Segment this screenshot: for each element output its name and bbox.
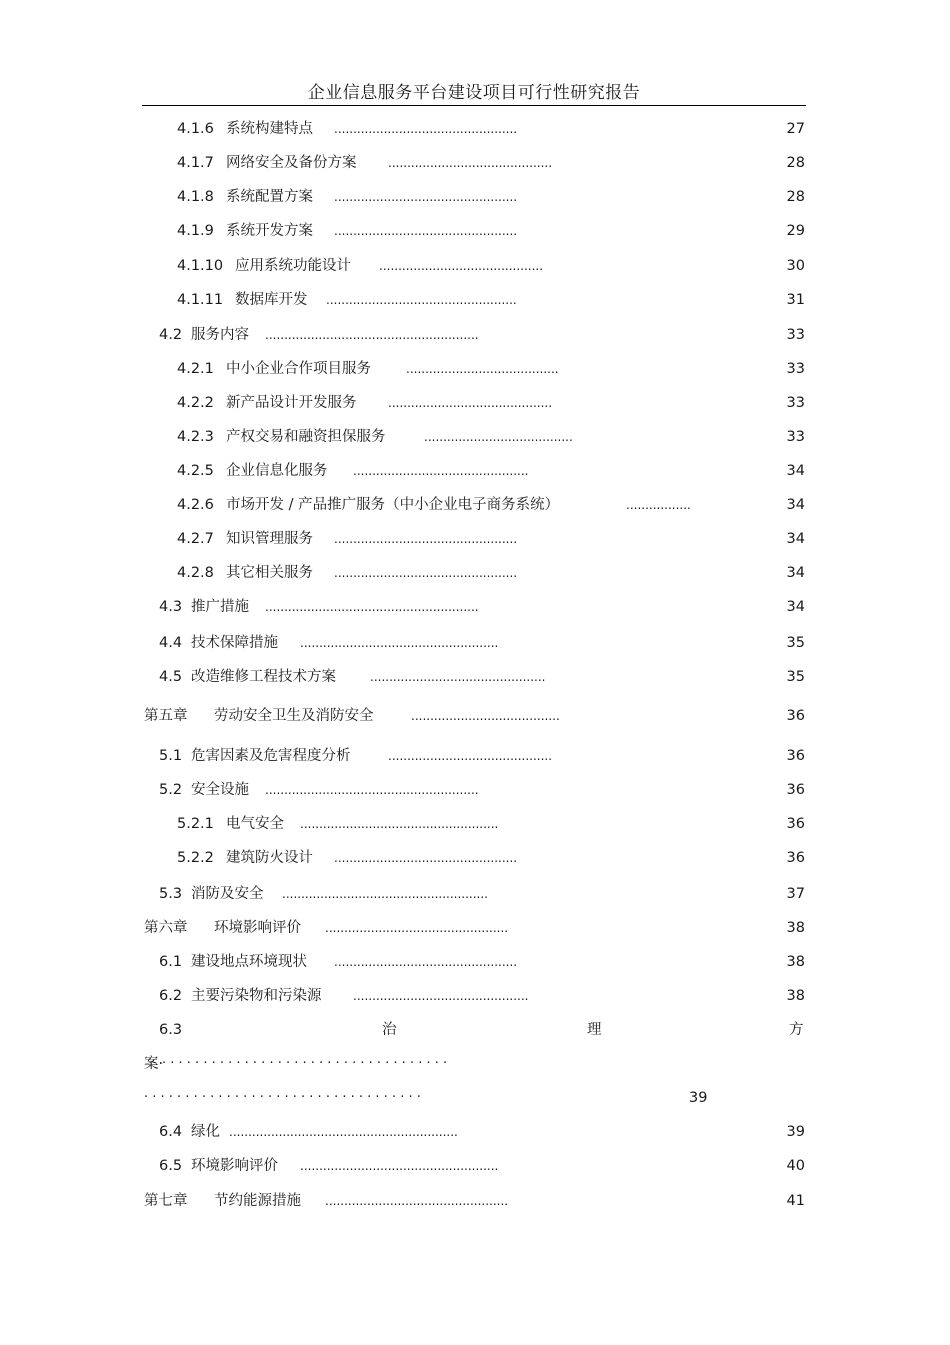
toc-entry[interactable] [0, 666, 950, 688]
toc-page-number: 38 [786, 920, 805, 936]
toc-leader-dots: ........................................... [379, 259, 544, 273]
toc-page-number: 34 [786, 599, 805, 615]
toc-page-number: 31 [786, 292, 805, 308]
toc-page-number: 35 [786, 635, 805, 651]
toc-number: 5.3 [159, 886, 183, 902]
toc-title-char: 案· [144, 1056, 164, 1072]
toc-leader-dots: .................................................. [326, 293, 517, 307]
toc-title: 绿化 [191, 1124, 220, 1140]
toc-entry[interactable] [0, 152, 950, 174]
toc-leader-dots: ................................................ [334, 955, 518, 969]
toc-title: 应用系统功能设计 [235, 258, 351, 274]
toc-chapter-entry[interactable] [0, 1190, 950, 1212]
toc-chapter-number: 第六章 [144, 920, 188, 936]
toc-title: 环境影响评价 [214, 920, 301, 936]
toc-page-number: 28 [786, 155, 805, 171]
toc-title: 建设地点环境现状 [191, 954, 307, 970]
toc-leader-dots: ................................................ [334, 566, 518, 580]
toc-title: 消防及安全 [191, 886, 264, 902]
toc-page-number: 39 [689, 1090, 708, 1106]
toc-leader-dots: ........................................................ [265, 600, 479, 614]
toc-leader-dots: ............................................................ [229, 1125, 458, 1139]
toc-page-number: 36 [786, 748, 805, 764]
toc-number: 4.3 [159, 599, 183, 615]
toc-chapter-number: 第五章 [144, 708, 188, 724]
toc-page-number: 29 [786, 223, 805, 239]
toc-leader-dots: ................................................ [325, 921, 509, 935]
header-rule [142, 105, 806, 106]
toc-title-char: 方 [789, 1022, 804, 1038]
toc-leader-dots: .................................................... [300, 1159, 499, 1173]
toc-page-number: 34 [786, 531, 805, 547]
toc-chapter-entry[interactable] [0, 917, 950, 939]
toc-entry[interactable] [0, 255, 950, 277]
toc-entry[interactable] [0, 460, 950, 482]
toc-entry[interactable] [0, 528, 950, 550]
toc-number: 4.2.2 [177, 395, 214, 411]
toc-title: 危害因素及危害程度分析 [191, 748, 351, 764]
toc-number: 4.1.8 [177, 189, 214, 205]
toc-title: 企业信息化服务 [226, 463, 328, 479]
toc-leader-dots: · · · · · · · · · · · · · · · · · · · · · · · · · · · · · · · · · · [144, 1090, 421, 1105]
toc-entry[interactable] [0, 324, 950, 346]
toc-leader-dots: ........................................................ [265, 783, 479, 797]
toc-number: 4.1.7 [177, 155, 214, 171]
toc-page-number: 33 [786, 361, 805, 377]
toc-page-number: 30 [786, 258, 805, 274]
toc-leader-dots: ........................................... [388, 156, 553, 170]
toc-title-char: 治 [382, 1022, 397, 1038]
toc-leader-dots: ................................................ [325, 1194, 509, 1208]
toc-page-number: 37 [786, 886, 805, 902]
toc-leader-dots: .............................................. [370, 670, 546, 684]
toc-leader-dots: ................................................ [334, 122, 518, 136]
toc-number: 4.2.7 [177, 531, 214, 547]
toc-chapter-entry[interactable] [0, 705, 950, 727]
toc-title: 系统配置方案 [226, 189, 313, 205]
toc-title-char: 理 [587, 1022, 602, 1038]
toc-entry[interactable] [0, 1155, 950, 1177]
toc-title: 系统构建特点 [226, 121, 313, 137]
toc-entry[interactable] [0, 596, 950, 618]
toc-leader-dots: ................................................ [334, 851, 518, 865]
toc-entry[interactable] [0, 779, 950, 801]
toc-title: 建筑防火设计 [226, 850, 313, 866]
toc-entry-spread[interactable] [0, 1019, 950, 1041]
toc-entry[interactable] [0, 985, 950, 1007]
toc-leader-dots: .............................................. [353, 989, 529, 1003]
document-header-title: 企业信息服务平台建设项目可行性研究报告 [307, 83, 641, 103]
toc-title: 知识管理服务 [226, 531, 313, 547]
toc-page-number: 34 [786, 565, 805, 581]
toc-number: 5.2 [159, 782, 183, 798]
toc-leader-dots: ........................................... [388, 749, 553, 763]
toc-leader-dots: ........................................ [406, 362, 559, 376]
toc-title: 技术保障措施 [191, 635, 278, 651]
toc-leader-dots: ................. [626, 498, 691, 512]
toc-page-number: 41 [786, 1193, 805, 1209]
toc-entry[interactable] [0, 494, 950, 516]
toc-entry[interactable] [0, 883, 950, 905]
toc-page-number: 36 [786, 708, 805, 724]
toc-leader-dots: · · · · · · · · · · · · · · · · · · · · · · · · · · · · · · · · · · · [162, 1056, 448, 1071]
toc-title: 劳动安全卫生及消防安全 [214, 708, 374, 724]
toc-number: 6.2 [159, 988, 183, 1004]
toc-title: 环境影响评价 [191, 1158, 278, 1174]
toc-leader-dots: .................................................... [300, 817, 499, 831]
toc-leader-dots: ...................................................... [282, 887, 488, 901]
toc-page-number: 39 [786, 1124, 805, 1140]
toc-leader-dots: .................................................... [300, 636, 499, 650]
toc-entry[interactable] [0, 392, 950, 414]
toc-entry-spread-line2 [0, 1053, 950, 1075]
toc-number: 6.4 [159, 1124, 183, 1140]
toc-title: 其它相关服务 [226, 565, 313, 581]
toc-page-number: 28 [786, 189, 805, 205]
toc-entry[interactable] [0, 745, 950, 767]
toc-title: 系统开发方案 [226, 223, 313, 239]
toc-entry[interactable] [0, 632, 950, 654]
toc-page-number: 36 [786, 816, 805, 832]
toc-number: 6.3 [159, 1022, 183, 1038]
toc-title: 电气安全 [226, 816, 284, 832]
toc-number: 4.1.11 [177, 292, 224, 308]
toc-leader-dots: ................................................ [334, 532, 518, 546]
toc-page-number: 38 [786, 954, 805, 970]
toc-page-number: 33 [786, 395, 805, 411]
toc-entry[interactable] [0, 358, 950, 380]
toc-title: 产权交易和融资担保服务 [226, 429, 386, 445]
toc-title: 数据库开发 [235, 292, 308, 308]
toc-number: 5.1 [159, 748, 183, 764]
toc-title: 网络安全及备份方案 [226, 155, 357, 171]
toc-leader-dots: ........................................... [388, 396, 553, 410]
toc-number: 6.5 [159, 1158, 183, 1174]
toc-entry[interactable] [0, 847, 950, 869]
toc-page-number: 33 [786, 429, 805, 445]
toc-title: 安全设施 [191, 782, 249, 798]
toc-number: 4.4 [159, 635, 183, 651]
toc-entry[interactable] [0, 1121, 950, 1143]
toc-title: 推广措施 [191, 599, 249, 615]
toc-leader-dots: ........................................................ [265, 328, 479, 342]
toc-number: 5.2.1 [177, 816, 214, 832]
toc-title: 节约能源措施 [214, 1193, 301, 1209]
toc-leader-dots: ................................................ [334, 224, 518, 238]
toc-entry[interactable] [0, 813, 950, 835]
toc-title: 市场开发 / 产品推广服务（中小企业电子商务系统） [226, 497, 560, 513]
toc-page-number: 40 [786, 1158, 805, 1174]
toc-leader-dots: ....................................... [424, 430, 573, 444]
toc-number: 5.2.2 [177, 850, 214, 866]
toc-number: 4.2.3 [177, 429, 214, 445]
toc-page-number: 34 [786, 463, 805, 479]
toc-entry-spread-line3 [0, 1087, 950, 1109]
toc-leader-dots: ....................................... [411, 709, 560, 723]
toc-page-number: 27 [786, 121, 805, 137]
toc-page-number: 36 [786, 782, 805, 798]
toc-entry[interactable] [0, 562, 950, 584]
toc-number: 4.2.1 [177, 361, 214, 377]
toc-page-number: 33 [786, 327, 805, 343]
toc-number: 4.2.6 [177, 497, 214, 513]
toc-number: 4.2 [159, 327, 183, 343]
toc-entry[interactable] [0, 426, 950, 448]
toc-title: 新产品设计开发服务 [226, 395, 357, 411]
toc-entry[interactable] [0, 289, 950, 311]
toc-page-number: 38 [786, 988, 805, 1004]
toc-number: 4.2.8 [177, 565, 214, 581]
toc-entry[interactable] [0, 220, 950, 242]
toc-number: 4.2.5 [177, 463, 214, 479]
toc-chapter-number: 第七章 [144, 1193, 188, 1209]
toc-leader-dots: .............................................. [353, 464, 529, 478]
toc-number: 6.1 [159, 954, 183, 970]
toc-title: 主要污染物和污染源 [191, 988, 322, 1004]
toc-title: 改造维修工程技术方案 [191, 669, 336, 685]
toc-page-number: 35 [786, 669, 805, 685]
toc-entry[interactable] [0, 186, 950, 208]
toc-page-number: 36 [786, 850, 805, 866]
toc-page-number: 34 [786, 497, 805, 513]
toc-number: 4.1.6 [177, 121, 214, 137]
toc-title: 中小企业合作项目服务 [226, 361, 371, 377]
toc-title: 服务内容 [191, 327, 249, 343]
toc-entry[interactable] [0, 118, 950, 140]
toc-number: 4.5 [159, 669, 183, 685]
toc-number: 4.1.9 [177, 223, 214, 239]
toc-number: 4.1.10 [177, 258, 224, 274]
toc-entry[interactable] [0, 951, 950, 973]
toc-leader-dots: ................................................ [334, 190, 518, 204]
